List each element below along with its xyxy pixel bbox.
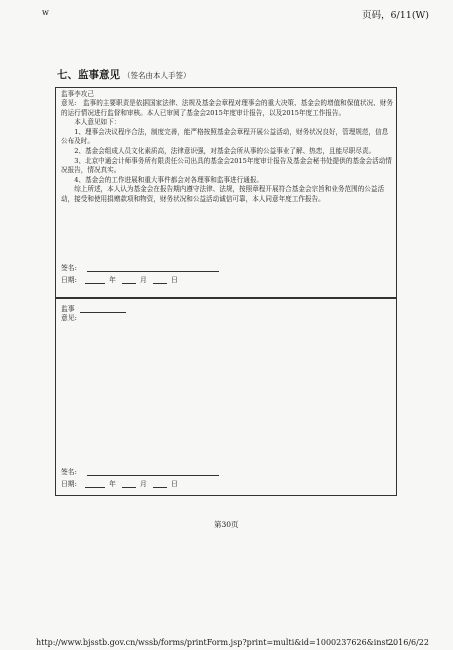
month-line-2[interactable]	[122, 487, 136, 488]
opinion-paragraph	[61, 99, 393, 118]
footer-date: 2016/6/22	[387, 638, 429, 647]
opinion-paragraph: 本人意见如下：	[74, 118, 121, 127]
day-label-2: 日	[171, 480, 178, 488]
date-label-1: 日期:	[61, 276, 77, 284]
header-mark: w	[42, 8, 49, 17]
supervisor-label-2: 监事	[61, 305, 75, 313]
month-label-2: 月	[140, 480, 147, 488]
month-line-1[interactable]	[122, 283, 136, 284]
supervisor-label-1: 监事李攻己	[61, 90, 94, 98]
year-line-1[interactable]	[85, 283, 105, 284]
signature-label-1: 签名:	[61, 264, 77, 272]
year-label-1: 年	[109, 276, 116, 284]
opinion-paragraph: 3、北京中通会计师事务所有限责任公司出具的基金会2015年度审计报告及基金会秘书处提供的基金会活动情况报告，情况真实。	[61, 156, 392, 175]
opinion-paragraph-text: 监事的主要职责是依据国家法律、法规及基金会章程对理事会的重大决策、基金会的增值和保值状况、财务的运行情况进行监督和审核。本人已审阅了基金会2015年度审计报告，以及2015年度工作报告。	[61, 99, 393, 117]
signature-row-2	[61, 466, 219, 476]
signature-line-1[interactable]	[87, 271, 219, 272]
section-note: （签名由本人手签）	[123, 71, 191, 80]
opinion-label-1: 意见:	[61, 99, 77, 107]
year-label-2: 年	[109, 480, 116, 488]
day-line-2[interactable]	[153, 487, 167, 488]
opinion-paragraph: 2、基金会组成人员文化素质高，法律意识强，对基金会所从事的公益事业了解、热恋，且能尽职尽责。	[74, 146, 376, 155]
opinion-label-2: 意见:	[61, 314, 77, 322]
year-line-2[interactable]	[85, 487, 105, 488]
supervisor-opinion-box-2	[55, 298, 397, 496]
page-indicator: 页码，6/11(W)	[361, 10, 429, 21]
day-label-1: 日	[171, 276, 178, 284]
opinion-text-1	[61, 99, 393, 205]
signature-row-1	[61, 262, 219, 272]
day-line-1[interactable]	[153, 283, 167, 284]
date-row-2	[61, 478, 178, 488]
month-label-1: 月	[140, 276, 147, 284]
page-number: 第30页	[214, 520, 239, 529]
opinion-paragraph: 1、理事会决议程序合法，制度完善，能严格按照基金会章程开展公益活动，财务状况良好，管理规范，信息公布及时。	[61, 127, 389, 146]
date-label-2: 日期:	[61, 480, 77, 488]
supervisor-name-line-2[interactable]	[80, 312, 126, 313]
opinion-paragraph: 综上所述，本人认为基金会在报告期内遵守法律、法规，按照章程开展符合基金会宗旨和业务范围的公益活动，接受和使用捐赠款项和物资，财务状况和公益活动诚信可靠，本人同意年度工作报告。	[61, 185, 385, 203]
date-row-1	[61, 274, 178, 284]
section-title-text: 七、监事意见	[57, 69, 120, 81]
section-title	[57, 67, 191, 82]
signature-line-2[interactable]	[87, 475, 219, 476]
supervisor-opinion-box-1	[55, 87, 397, 298]
opinion-paragraph: 4、基金会的工作进展和重大事件都会对各理事和监事进行通报。	[74, 175, 264, 184]
footer-url: http://www.bjsstb.gov.cn/wssb/forms/printForm.jsp?print=multi&id=1000237626&inst...	[36, 638, 397, 647]
signature-label-2: 签名:	[61, 468, 77, 476]
